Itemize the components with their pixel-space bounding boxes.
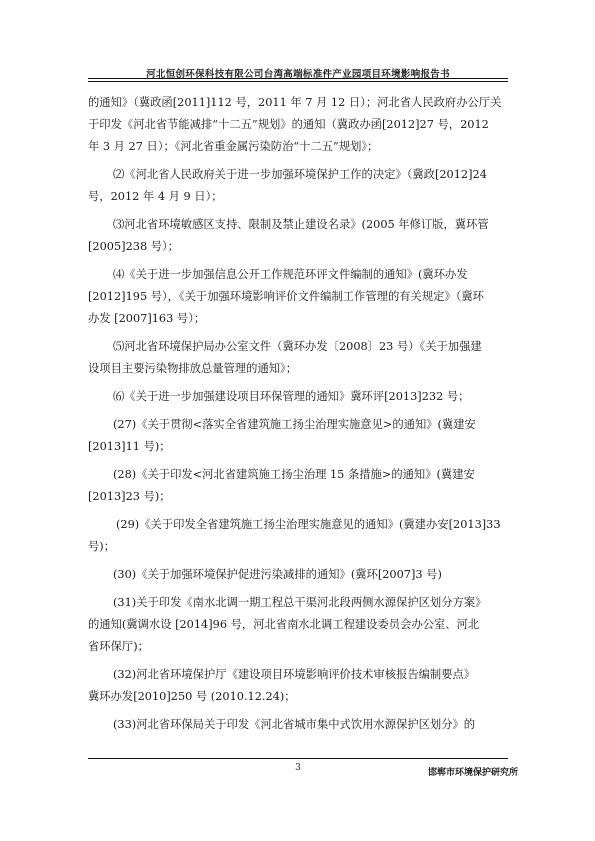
header-rule-thin (88, 81, 508, 82)
text-line: ⑶河北省环境敏感区支持、限制及禁止建设名录》(2005 年修订版，冀环管 (113, 218, 489, 231)
text-line: ⑷《关于进一步加强信息公开工作规范环评文件编制的通知》(冀环办发 (113, 268, 468, 281)
text-line: 号，2012 年 4 月 9 日）； (88, 190, 223, 203)
text-line: 冀环办发[2010]250 号 (2010.12.24)； (88, 690, 296, 703)
text-line: (30)《关于加强环境保护促进污染减排的通知》(冀环[2007]3 号) (113, 568, 442, 581)
text-line: 于印发《河北省节能减排“十二五”规划》的通知（冀政办函[2012]27 号，2012 (88, 118, 489, 131)
text-line: (31)关于印发《南水北调一期工程总干渠河北段两侧水源保护区划分方案》 (113, 596, 487, 609)
text-line: 设项目主要污染物排放总量管理的通知》； (88, 362, 297, 375)
text-line: (27)《关于贯彻<落实全省建筑施工扬尘治理实施意见>的通知》(冀建安 (113, 418, 476, 431)
text-line: ⑵《河北省人民政府关于进一步加强环境保护工作的决定》（冀政[2012]24 (113, 168, 487, 181)
text-line: 号)； (88, 540, 116, 553)
text-line: [2005]238 号）； (88, 240, 179, 253)
text-line: 的通知(冀调水设 [2014]96 号，河北省南水北调工程建设委员会办公室、河北 (88, 618, 480, 631)
text-line: 的通知》（冀政函[2011]112 号，2011 年 7 月 12 日）；河北省人民政府办公厅关 (88, 96, 502, 109)
text-line: ⑹《关于进一步加强建设项目环保管理的通知》冀环评[2013]232 号； (113, 390, 470, 403)
footer-organization: 邯郸市环境保护研究所 (427, 768, 518, 778)
page-number: 3 (295, 763, 301, 773)
text-line: [2012]195 号），《关于加强环境影响评价文件编制工作管理的有关规定》（冀环 (88, 290, 484, 303)
text-line: 办发 [2007]163 号）； (88, 312, 206, 325)
text-line: (33)河北省环保局关于印发《河北省城市集中式饮用水源保护区划分》的 (113, 718, 476, 731)
text-line: [2013]11 号)； (88, 440, 171, 453)
text-line: 省环保厅)； (88, 640, 149, 653)
text-line: (32)河北省环境保护厅《建设项目环境影响评价技术审核报告编制要点》 (113, 668, 476, 681)
text-line: [2013]23 号)； (88, 490, 171, 503)
header-rule (88, 78, 508, 79)
text-line: (28)《关于印发<河北省建筑施工扬尘治理 15 条措施>的通知》(冀建安 (113, 468, 475, 481)
text-line: ⑸河北省环境保护局办公室文件（冀环办发〔2008〕23 号）《关于加强建 (113, 340, 482, 353)
page-header-title: 河北恒创环保科技有限公司台湾高端标准件产业园项目环境影响报告书 (146, 69, 450, 80)
footer-rule (88, 758, 508, 759)
text-line: 年 3 月 27 日）；《河北省重金属污染防治“十二五”规划》； (88, 140, 379, 153)
text-line: (29)《关于印发全省建筑施工扬尘治理实施意见的通知》(冀建办安[2013]33 (116, 518, 501, 531)
